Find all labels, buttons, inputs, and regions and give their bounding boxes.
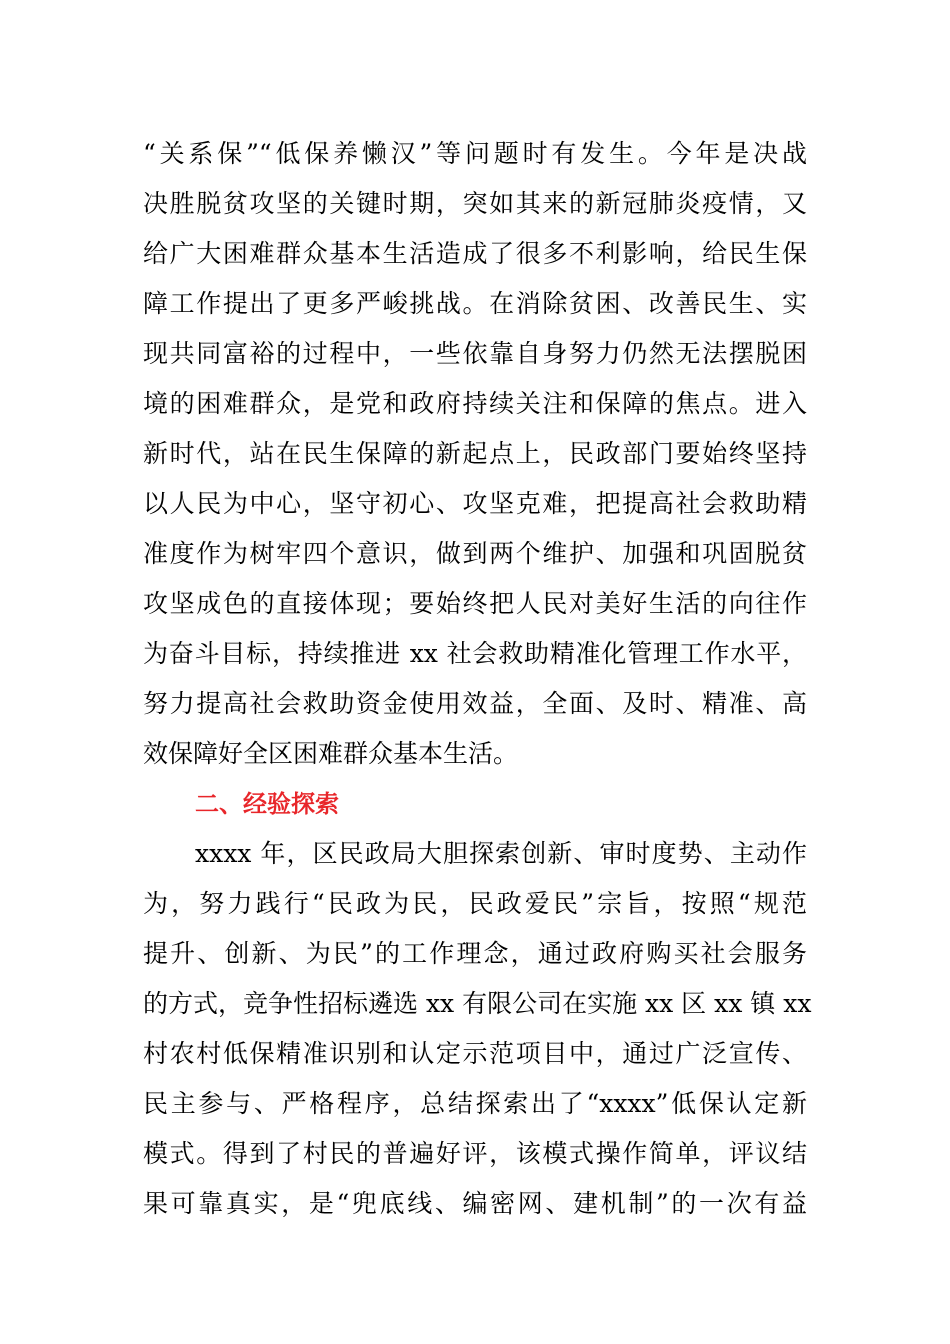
- paragraph-line: 提升、创新、为民”的工作理念，通过政府购买社会服务: [143, 939, 807, 968]
- paragraph-1: [143, 129, 807, 779]
- paragraph-line: 民主参与、严格程序，总结探索出了“xxxx”低保认定新: [143, 1089, 807, 1118]
- paragraph-2: [143, 829, 812, 1229]
- paragraph-line: 为奋斗目标，持续推进 xx 社会救助精准化管理工作水平，: [143, 639, 807, 668]
- paragraph-line: 的方式，竞争性招标遴选 xx 有限公司在实施 xx 区 xx 镇 xx: [143, 989, 812, 1018]
- paragraph-line: 努力提高社会救助资金使用效益，全面、及时、精准、高: [143, 689, 807, 718]
- paragraph-line: 村农村低保精准识别和认定示范项目中，通过广泛宣传、: [143, 1039, 807, 1068]
- paragraph-line: 决胜脱贫攻坚的关键时期，突如其来的新冠肺炎疫情，又: [143, 189, 807, 218]
- paragraph-line: 效保障好全区困难群众基本生活。: [143, 739, 519, 768]
- paragraph-line: 障工作提出了更多严峻挑战。在消除贫困、改善民生、实: [143, 289, 807, 318]
- document-body: [143, 129, 812, 1229]
- paragraph-line: 以人民为中心，坚守初心、攻坚克难，把提高社会救助精: [143, 489, 807, 518]
- section-heading: 二、经验探索: [195, 790, 339, 818]
- paragraph-line: “关系保”“低保养懒汉”等问题时有发生。今年是决战: [143, 139, 807, 168]
- paragraph-line: 新时代，站在民生保障的新起点上，民政部门要始终坚持: [143, 439, 807, 468]
- paragraph-line: 给广大困难群众基本生活造成了很多不利影响，给民生保: [143, 239, 807, 268]
- paragraph-line: 为，努力践行“民政为民，民政爱民”宗旨，按照“规范: [143, 889, 807, 918]
- paragraph-line: xxxx 年，区民政局大胆探索创新、审时度势、主动作: [195, 839, 807, 868]
- paragraph-line: 模式。得到了村民的普遍好评，该模式操作简单，评议结: [143, 1139, 807, 1168]
- paragraph-line: 攻坚成色的直接体现；要始终把人民对美好生活的向往作: [143, 589, 807, 618]
- paragraph-line: 果可靠真实，是“兜底线、编密网、建机制”的一次有益: [143, 1189, 807, 1218]
- paragraph-line: 现共同富裕的过程中，一些依靠自身努力仍然无法摆脱困: [143, 339, 807, 368]
- paragraph-line: 境的困难群众，是党和政府持续关注和保障的焦点。进入: [143, 389, 807, 418]
- paragraph-line: 准度作为树牢四个意识，做到两个维护、加强和巩固脱贫: [143, 539, 807, 568]
